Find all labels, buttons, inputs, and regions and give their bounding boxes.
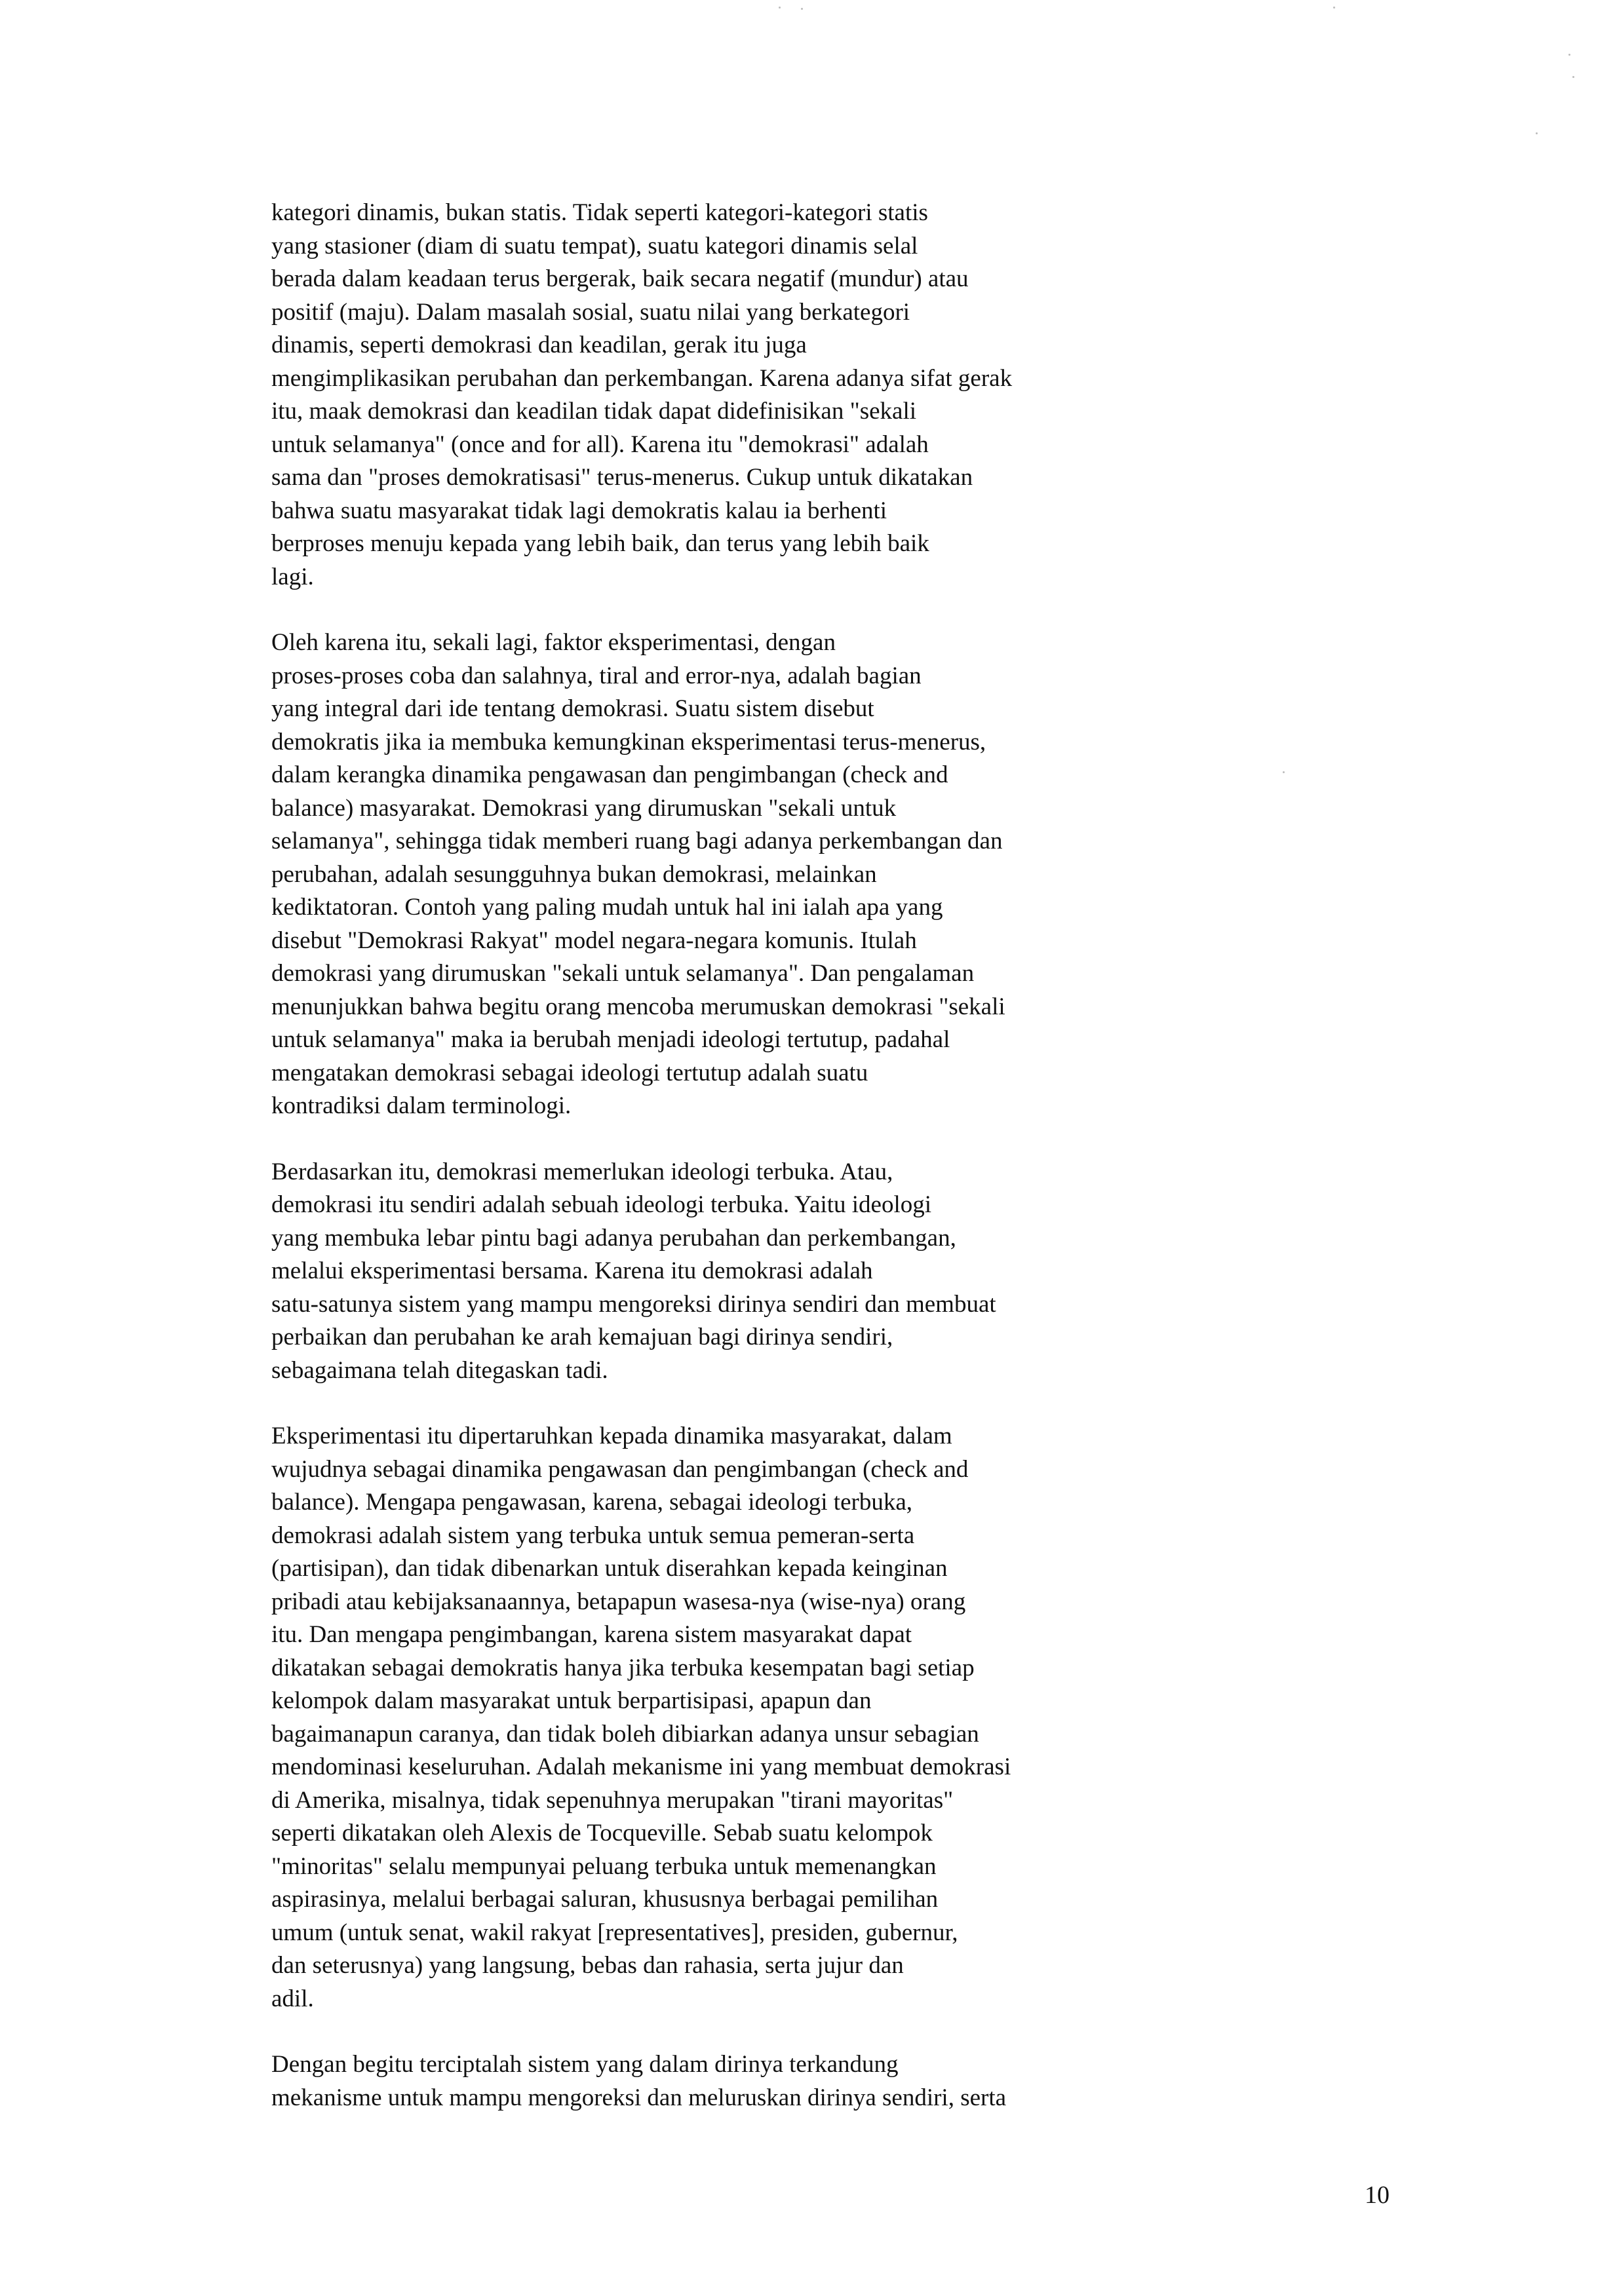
text-line: mengatakan demokrasi sebagai ideologi tertutup adalah suatu bbox=[271, 1059, 868, 1086]
text-line: Eksperimentasi itu dipertaruhkan kepada dinamika masyarakat, dalam bbox=[271, 1423, 952, 1449]
text-line: berada dalam keadaan terus bergerak, baik secara negatif (mundur) atau bbox=[271, 265, 969, 292]
paragraph bbox=[271, 2048, 1163, 2114]
text-line: proses-proses coba dan salahnya, tiral and error-nya, adalah bagian bbox=[271, 662, 922, 689]
paragraph bbox=[271, 197, 1163, 594]
text-line: Dengan begitu terciptalah sistem yang dalam dirinya terkandung bbox=[271, 2051, 899, 2078]
text-line: mekanisme untuk mampu mengoreksi dan meluruskan dirinya sendiri, serta bbox=[271, 2084, 1007, 2111]
text-line: demokrasi itu sendiri adalah sebuah ideologi terbuka. Yaitu ideologi bbox=[271, 1191, 932, 1218]
scan-speck bbox=[1568, 54, 1570, 56]
text-line: untuk selamanya" (once and for all). Karena itu "demokrasi" adalah bbox=[271, 430, 929, 458]
text-line: sama dan "proses demokratisasi" terus-menerus. Cukup untuk dikatakan bbox=[271, 464, 973, 491]
text-line: perbaikan dan perubahan ke arah kemajuan bagi dirinya sendiri, bbox=[271, 1324, 893, 1350]
text-line: yang stasioner (diam di suatu tempat), suatu kategori dinamis selal bbox=[271, 232, 918, 259]
text-line: itu. Dan mengapa pengimbangan, karena sistem masyarakat dapat bbox=[271, 1621, 912, 1648]
text-line: Berdasarkan itu, demokrasi memerlukan ideologi terbuka. Atau, bbox=[271, 1158, 893, 1185]
text-line: (partisipan), dan tidak dibenarkan untuk diserahkan kepada keinginan bbox=[271, 1555, 948, 1582]
scan-speck bbox=[779, 7, 781, 9]
text-line: dinamis, seperti demokrasi dan keadilan, gerak itu juga bbox=[271, 332, 807, 358]
text-line: mengimplikasikan perubahan dan perkembangan. Karena adanya sifat gerak bbox=[271, 364, 1013, 392]
text-line: yang membuka lebar pintu bagi adanya perubahan dan perkembangan, bbox=[271, 1224, 956, 1252]
paragraph bbox=[271, 1420, 1163, 2016]
text-line: umum (untuk senat, wakil rakyat [representatives], presiden, gubernur, bbox=[271, 1919, 958, 1946]
text-line: seperti dikatakan oleh Alexis de Tocqueville. Sebab suatu kelompok bbox=[271, 1820, 933, 1846]
text-line: bagaimanapun caranya, dan tidak boleh dibiarkan adanya unsur sebagian bbox=[271, 1720, 979, 1748]
text-line: wujudnya sebagai dinamika pengawasan dan pengimbangan (check and bbox=[271, 1455, 969, 1483]
body-text bbox=[271, 197, 1163, 2147]
text-line: sebagaimana telah ditegaskan tadi. bbox=[271, 1356, 608, 1384]
text-line: itu, maak demokrasi dan keadilan tidak dapat didefinisikan "sekali bbox=[271, 398, 917, 425]
scan-speck bbox=[1333, 7, 1335, 9]
text-line: kontradiksi dalam terminologi. bbox=[271, 1092, 572, 1119]
text-line: mendominasi keseluruhan. Adalah mekanisme ini yang membuat demokrasi bbox=[271, 1753, 1011, 1780]
text-line: satu-satunya sistem yang mampu mengoreksi dirinya sendiri dan membuat bbox=[271, 1290, 996, 1318]
text-line: di Amerika, misalnya, tidak sepenuhnya merupakan "tirani mayoritas" bbox=[271, 1786, 954, 1814]
text-line: dikatakan sebagai demokratis hanya jika terbuka kesempatan bagi setiap bbox=[271, 1654, 975, 1681]
text-line: lagi. bbox=[271, 563, 314, 590]
text-line: Oleh karena itu, sekali lagi, faktor eksperimentasi, dengan bbox=[271, 629, 836, 656]
scan-speck bbox=[1283, 771, 1285, 773]
text-line: pribadi atau kebijaksanaannya, betapapun wasesa-nya (wise-nya) orang bbox=[271, 1588, 966, 1615]
text-line: untuk selamanya" maka ia berubah menjadi ideologi tertutup, padahal bbox=[271, 1026, 950, 1053]
paragraph bbox=[271, 626, 1163, 1123]
text-line: melalui eksperimentasi bersama. Karena itu demokrasi adalah bbox=[271, 1257, 873, 1284]
scan-speck bbox=[1572, 76, 1574, 78]
text-line: berproses menuju kepada yang lebih baik, dan terus yang lebih baik bbox=[271, 530, 929, 557]
text-line: "minoritas" selalu mempunyai peluang terbuka untuk memenangkan bbox=[271, 1852, 937, 1880]
scan-speck bbox=[1536, 132, 1538, 134]
text-line: kediktatoran. Contoh yang paling mudah untuk hal ini ialah apa yang bbox=[271, 894, 943, 921]
text-line: demokrasi adalah sistem yang terbuka untuk semua pemeran-serta bbox=[271, 1521, 915, 1549]
text-line: dan seterusnya) yang langsung, bebas dan rahasia, serta jujur dan bbox=[271, 1952, 904, 1979]
scan-speck bbox=[801, 8, 803, 10]
text-line: demokratis jika ia membuka kemungkinan eksperimentasi terus-menerus, bbox=[271, 728, 986, 756]
text-line: dalam kerangka dinamika pengawasan dan pengimbangan (check and bbox=[271, 761, 948, 788]
text-line: aspirasinya, melalui berbagai saluran, khususnya berbagai pemilihan bbox=[271, 1886, 939, 1913]
text-line: kelompok dalam masyarakat untuk berpartisipasi, apapun dan bbox=[271, 1687, 872, 1714]
text-line: yang integral dari ide tentang demokrasi. Suatu sistem disebut bbox=[271, 695, 874, 722]
text-line: perubahan, adalah sesungguhnya bukan demokrasi, melainkan bbox=[271, 860, 877, 888]
text-line: balance) masyarakat. Demokrasi yang dirumuskan "sekali untuk bbox=[271, 794, 897, 822]
text-line: kategori dinamis, bukan statis. Tidak seperti kategori-kategori statis bbox=[271, 199, 928, 226]
text-line: menunjukkan bahwa begitu orang mencoba merumuskan demokrasi "sekali bbox=[271, 993, 1005, 1020]
text-line: demokrasi yang dirumuskan "sekali untuk selamanya". Dan pengalaman bbox=[271, 960, 975, 987]
text-line: adil. bbox=[271, 1985, 314, 2012]
text-line: disebut "Demokrasi Rakyat" model negara-negara komunis. Itulah bbox=[271, 927, 917, 954]
text-line: balance). Mengapa pengawasan, karena, sebagai ideologi terbuka, bbox=[271, 1489, 913, 1516]
text-line: bahwa suatu masyarakat tidak lagi demokratis kalau ia berhenti bbox=[271, 497, 887, 524]
text-line: positif (maju). Dalam masalah sosial, suatu nilai yang berkategori bbox=[271, 298, 910, 326]
text-line: selamanya", sehingga tidak memberi ruang bagi adanya perkembangan dan bbox=[271, 828, 1003, 854]
paragraph bbox=[271, 1156, 1163, 1388]
page-number: 10 bbox=[1365, 2181, 1390, 2209]
